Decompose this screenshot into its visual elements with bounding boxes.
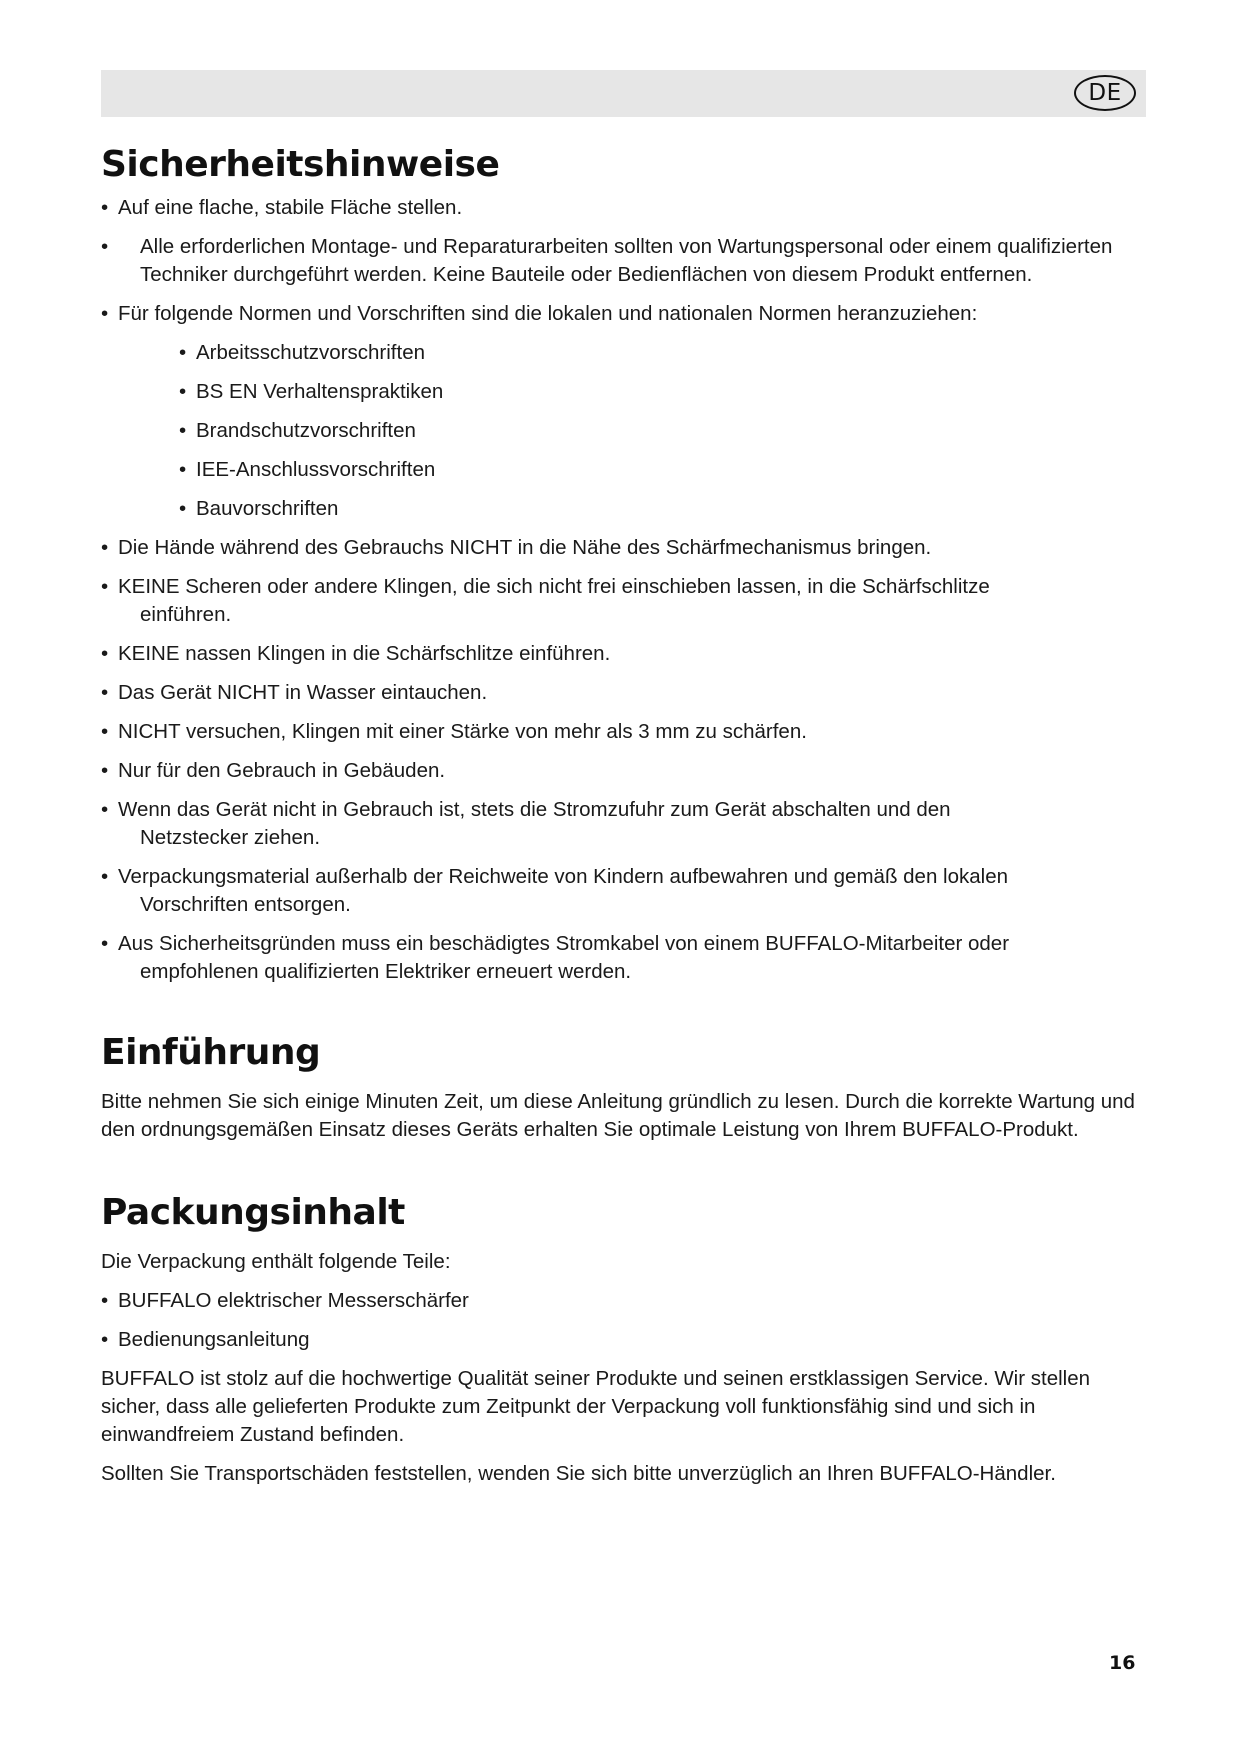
- list-item: • Das Gerät NICHT in Wasser eintauchen.: [101, 679, 1151, 707]
- page-number: 16: [1109, 1652, 1136, 1674]
- list-item: [101, 796, 1151, 852]
- list-item: [101, 930, 1151, 986]
- list-item-line: Verpackungsmaterial außerhalb der Reichweite von Kindern aufbewahren und gemäß den lokalen: [118, 865, 1009, 888]
- list-item-line: einführen.: [140, 603, 232, 626]
- language-badge: DE: [1074, 75, 1136, 111]
- quality-text: BUFFALO ist stolz auf die hochwertige Qualität seiner Produkte und seinen erstklassigen Service. Wir stellen sicher, dass alle gelieferten Produkte zum Zeitpunkt der Verpackung voll funktionsfähig sind und sich in einwandfreiem Zustand befinden.: [101, 1367, 1091, 1446]
- list-item-line: Aus Sicherheitsgründen muss ein beschädigtes Stromkabel von einem BUFFALO-Mitarbeiter oder: [118, 932, 1010, 955]
- list-item-line: Wenn das Gerät nicht in Gebrauch ist, stets die Stromzufuhr zum Gerät abschalten und den: [118, 798, 951, 821]
- list-item: • Auf eine flache, stabile Fläche stellen.: [101, 194, 1151, 222]
- list-item-line: KEINE Scheren oder andere Klingen, die sich nicht frei einschieben lassen, in die Schärfschlitze: [118, 575, 990, 598]
- list-item-line: Vorschriften entsorgen.: [140, 893, 351, 916]
- header-bar: [101, 70, 1146, 117]
- list-item: • BUFFALO elektrischer Messerschärfer: [101, 1287, 1151, 1315]
- list-item: • Brandschutzvorschriften: [179, 417, 1151, 445]
- list-item: • Alle erforderlichen Montage- und Reparaturarbeiten sollten von Wartungspersonal oder einem qualifizierten Techniker durchgeführt werden. Keine Bauteile oder Bedienflächen von diesem Produkt entfernen.: [101, 233, 1151, 289]
- list-item: • Arbeitsschutzvorschriften: [179, 339, 1151, 367]
- list-item: • NICHT versuchen, Klingen mit einer Stärke von mehr als 3 mm zu schärfen.: [101, 718, 1151, 746]
- page-content: [101, 136, 1151, 1499]
- safety-list: [101, 194, 1151, 328]
- norms-list: [101, 339, 1151, 523]
- list-item-line: empfohlenen qualifizierten Elektriker erneuert werden.: [140, 960, 632, 983]
- list-item: • Die Hände während des Gebrauchs NICHT in die Nähe des Schärfmechanismus bringen.: [101, 534, 1151, 562]
- list-item: • BS EN Verhaltenspraktiken: [179, 378, 1151, 406]
- intro-text: Bitte nehmen Sie sich einige Minuten Zeit, um diese Anleitung gründlich zu lesen. Durch die korrekte Wartung und den ordnungsgemäßen Einsatz dieses Geräts erhalten Sie optimale Leistung von Ihrem BUFFALO-Produkt.: [101, 1090, 1135, 1141]
- list-item: • IEE-Anschlussvorschriften: [179, 456, 1151, 484]
- intro-title: Einführung: [101, 1032, 321, 1073]
- list-item: • Bauvorschriften: [179, 495, 1151, 523]
- list-item: [101, 573, 1151, 629]
- list-item: • Nur für den Gebrauch in Gebäuden.: [101, 757, 1151, 785]
- package-title: Packungsinhalt: [101, 1192, 405, 1233]
- package-list: [101, 1287, 1151, 1354]
- safety-list-continued: [101, 534, 1151, 986]
- list-item: • Bedienungsanleitung: [101, 1326, 1151, 1354]
- list-item: • Für folgende Normen und Vorschriften sind die lokalen und nationalen Normen heranzuziehen:: [101, 300, 1151, 328]
- package-lead: Die Verpackung enthält folgende Teile:: [101, 1250, 451, 1273]
- list-item-line: Netzstecker ziehen.: [140, 826, 321, 849]
- list-item: • KEINE nassen Klingen in die Schärfschlitze einführen.: [101, 640, 1151, 668]
- list-item: [101, 863, 1151, 919]
- damage-text: Sollten Sie Transportschäden feststellen, wenden Sie sich bitte unverzüglich an Ihren BUFFALO-Händler.: [101, 1462, 1056, 1485]
- safety-title: Sicherheitshinweise: [101, 144, 500, 185]
